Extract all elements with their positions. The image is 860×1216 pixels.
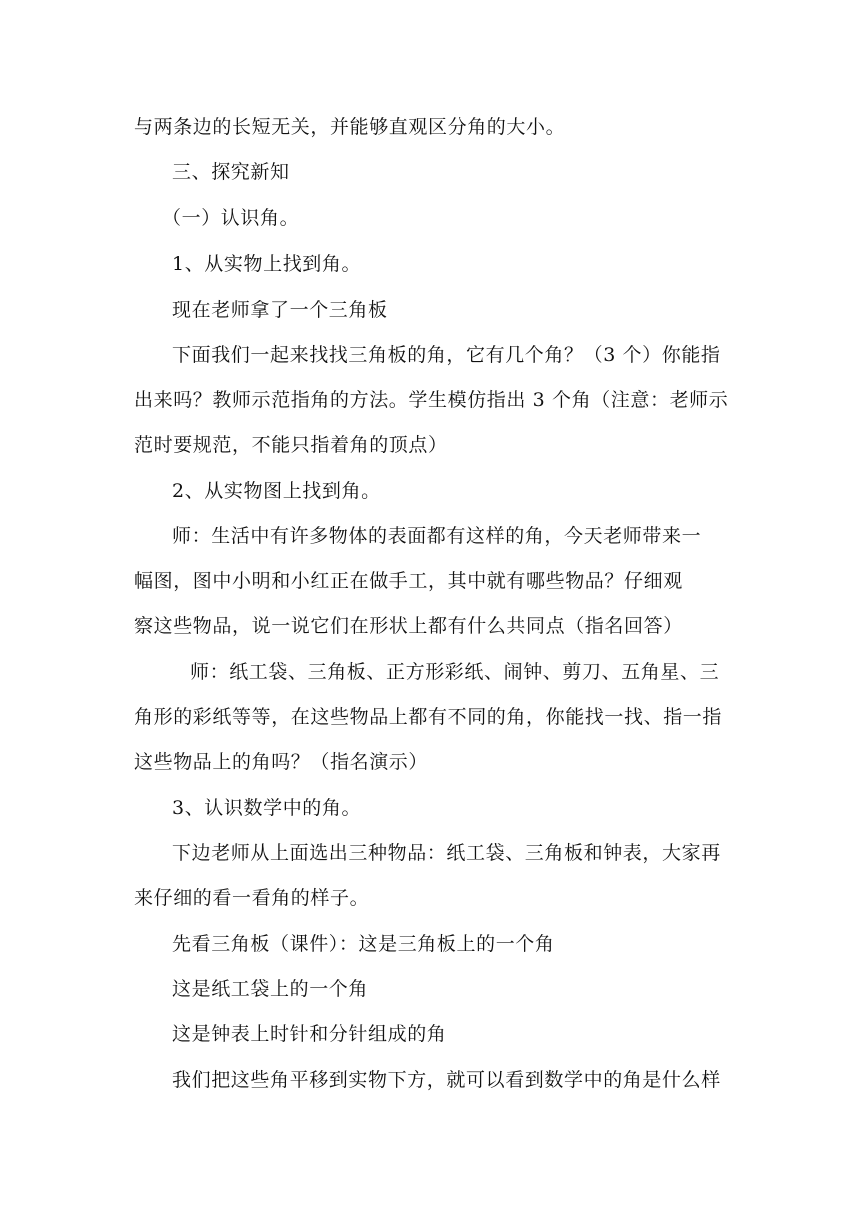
text-line-10: 师：生活中有许多物体的表面都有这样的角，今天老师带来一 (172, 525, 702, 547)
text-line-8: 范时要规范，不能只指着角的顶点） (134, 434, 448, 456)
text-line-21: 这是钟表上时针和分针组成的角 (172, 1023, 447, 1045)
text-line-11: 幅图，图中小明和小红正在做手工，其中就有哪些物品？仔细观 (134, 570, 683, 592)
text-line-15: 这些物品上的角吗？（指名演示） (134, 751, 429, 773)
text-line-6: 下面我们一起来找找三角板的角，它有几个角？（3 个）你能指 (172, 344, 721, 366)
step-heading-1: 1、从实物上找到角。 (172, 253, 362, 275)
step-heading-3: 3、认识数学中的角。 (172, 797, 362, 819)
text-line-18: 来仔细的看一看角的样子。 (134, 887, 370, 909)
text-line-13: 师：纸工袋、三角板、正方形彩纸、闹钟、剪刀、五角星、三 (190, 661, 720, 683)
text-line-20: 这是纸工袋上的一个角 (172, 978, 369, 1000)
text-line-12: 察这些物品，说一说它们在形状上都有什么共同点（指名回答） (134, 615, 683, 637)
text-line-19: 先看三角板（课件）：这是三角板上的一个角 (172, 933, 555, 955)
text-line-7: 出来吗？教师示范指角的方法。学生模仿指出 3 个角（注意：老师示 (134, 389, 729, 411)
text-line-14: 角形的彩纸等等，在这些物品上都有不同的角，你能找一找、指一指 (134, 706, 723, 728)
subsection-heading-recognize-angle: （一）认识角。 (162, 207, 300, 229)
section-heading-explore: 三、探究新知 (172, 161, 290, 183)
text-line-22: 我们把这些角平移到实物下方，就可以看到数学中的角是什么样 (172, 1069, 721, 1091)
text-line-17: 下边老师从上面选出三种物品：纸工袋、三角板和钟表，大家再 (172, 842, 721, 864)
step-heading-2: 2、从实物图上找到角。 (172, 480, 381, 502)
text-line-1: 与两条边的长短无关，并能够直观区分角的大小。 (134, 116, 566, 138)
text-line-5: 现在老师拿了一个三角板 (172, 299, 388, 321)
